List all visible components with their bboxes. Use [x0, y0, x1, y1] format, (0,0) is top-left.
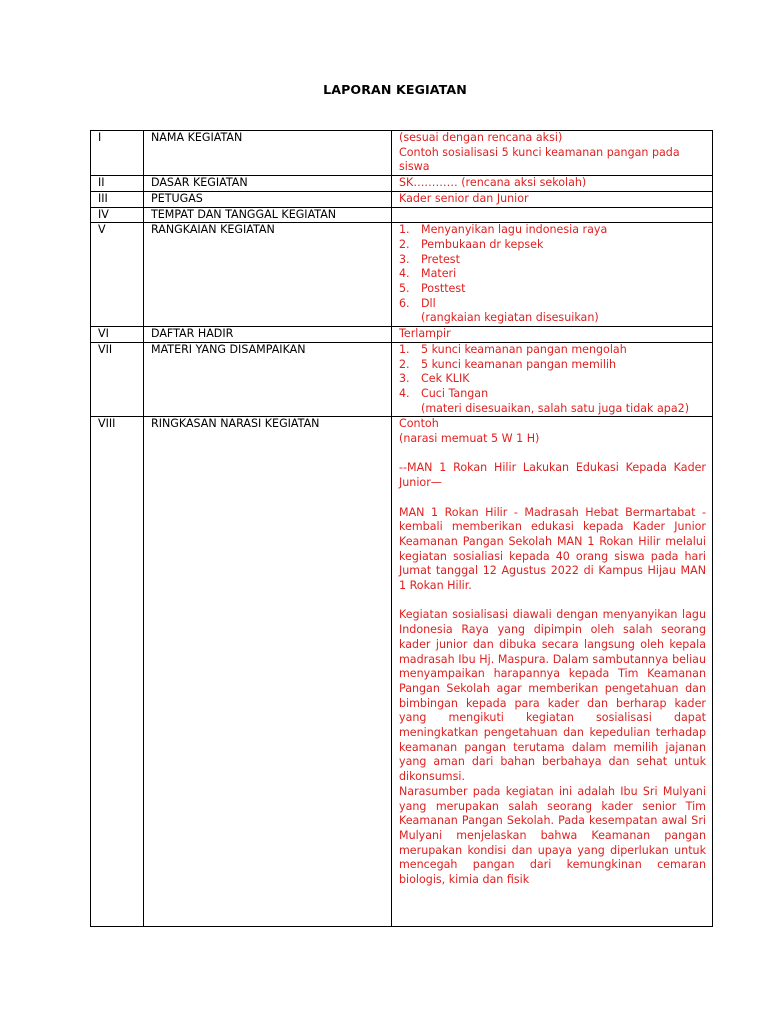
row-value [392, 207, 713, 223]
list-item: 3. Pretest [399, 252, 460, 266]
row-number: II [91, 176, 144, 192]
narrative-paragraph: MAN 1 Rokan Hilir - Madrasah Hebat Bermartabat - kembali memberikan edukasi kepada Kader Junior Keamanan Pangan Sekolah MAN 1 Rokan Hilir melalui kegiatan sosialiasi kepada 40 orang siswa pada hari Jumat tanggal 12 Agustus 2022 di Kampus Hijau MAN 1 Rokan Hilir. [399, 505, 706, 593]
row-label: DASAR KEGIATAN [144, 176, 392, 192]
table-row [91, 207, 713, 223]
row-number: VIII [91, 417, 144, 927]
table-row [91, 191, 713, 207]
table-row [91, 417, 713, 927]
row-label: PETUGAS [144, 191, 392, 207]
row-label: DAFTAR HADIR [144, 327, 392, 343]
row-value: SK………… (rencana aksi sekolah) [392, 176, 713, 192]
row-number: VI [91, 327, 144, 343]
list-item: 5. Posttest [399, 282, 466, 296]
row-number: I [91, 131, 144, 176]
table-row [91, 176, 713, 192]
value-line: (sesuai dengan rencana aksi) [399, 131, 563, 144]
row-number: VII [91, 342, 144, 417]
list-item: 4. Cuci Tangan [399, 386, 489, 400]
row-value: Kader senior dan Junior [392, 191, 713, 207]
row-value: Terlampir [392, 327, 713, 343]
document-title: LAPORAN KEGIATAN [323, 82, 467, 97]
narrative-paragraph: Kegiatan sosialisasi diawali dengan menyanyikan lagu Indonesia Raya yang dipimpin oleh salah seorang kader junior dan dibuka secara langsung oleh kepala madrasah Ibu Hj. Maspura. Dalam sambutannya beliau menyampaikan harapannya kepada Tim Keamanan Pangan Sekolah agar memberikan pengetahuan dan bimbingan kepada para kader dan berharap kader yang mengikuti kegiatan sosialisasi dapat meningkatkan pengetahuan dan kepedulian terhadap keamanan pangan terutama dalam memilih jajanan yang aman dari bahan berbahaya dan sehat untuk dikonsumsi. [399, 608, 706, 784]
row-label: TEMPAT DAN TANGGAL KEGIATAN [144, 207, 392, 223]
table-row [91, 342, 713, 417]
list-item: 4. Materi [399, 267, 457, 281]
list-item: 1. 5 kunci keamanan pangan mengolah [399, 342, 627, 356]
list-item: 6. Dll [399, 296, 436, 310]
list-note: (materi disesuaikan, salah satu juga tidak apa2) [421, 401, 690, 415]
row-value [392, 342, 713, 417]
list-item: 2. Pembukaan dr kepsek [399, 237, 544, 251]
row-value [392, 223, 713, 327]
row-label: NAMA KEGIATAN [144, 131, 392, 176]
report-table [90, 130, 713, 927]
table-row [91, 223, 713, 327]
value-line: Contoh sosialisasi 5 kunci keamanan pangan pada siswa [399, 145, 680, 174]
row-label: RINGKASAN NARASI KEGIATAN [144, 417, 392, 927]
row-number: III [91, 191, 144, 207]
table-row [91, 327, 713, 343]
activity-list [399, 223, 706, 311]
row-value [392, 131, 713, 176]
value-line: Contoh [399, 417, 439, 431]
list-item: 1. Menyanyikan lagu indonesia raya [399, 223, 608, 237]
list-item: 2. 5 kunci keamanan pangan memilih [399, 357, 617, 371]
value-line: (narasi memuat 5 W 1 H) [399, 432, 540, 446]
list-item: 3. Cek KLIK [399, 372, 470, 386]
table-row [91, 131, 713, 176]
row-label: RANGKAIAN KEGIATAN [144, 223, 392, 327]
narrative-headline: --MAN 1 Rokan Hilir Lakukan Edukasi Kepada Kader Junior— [399, 461, 706, 490]
row-value [392, 417, 713, 927]
list-note: (rangkaian kegiatan disesuikan) [421, 311, 599, 325]
row-number: IV [91, 207, 144, 223]
row-label: MATERI YANG DISAMPAIKAN [144, 342, 392, 417]
row-number: V [91, 223, 144, 327]
narrative-paragraph: Narasumber pada kegiatan ini adalah Ibu Sri Mulyani yang merupakan salah seorang kader senior Tim Keamanan Pangan Sekolah. Pada kesempatan awal Sri Mulyani menjelaskan bahwa Keamanan pangan merupakan kondisi dan upaya yang diperlukan untuk mencegah pangan dari kemungkinan cemaran biologis, kimia dan fisik [399, 784, 706, 887]
material-list [399, 343, 706, 402]
